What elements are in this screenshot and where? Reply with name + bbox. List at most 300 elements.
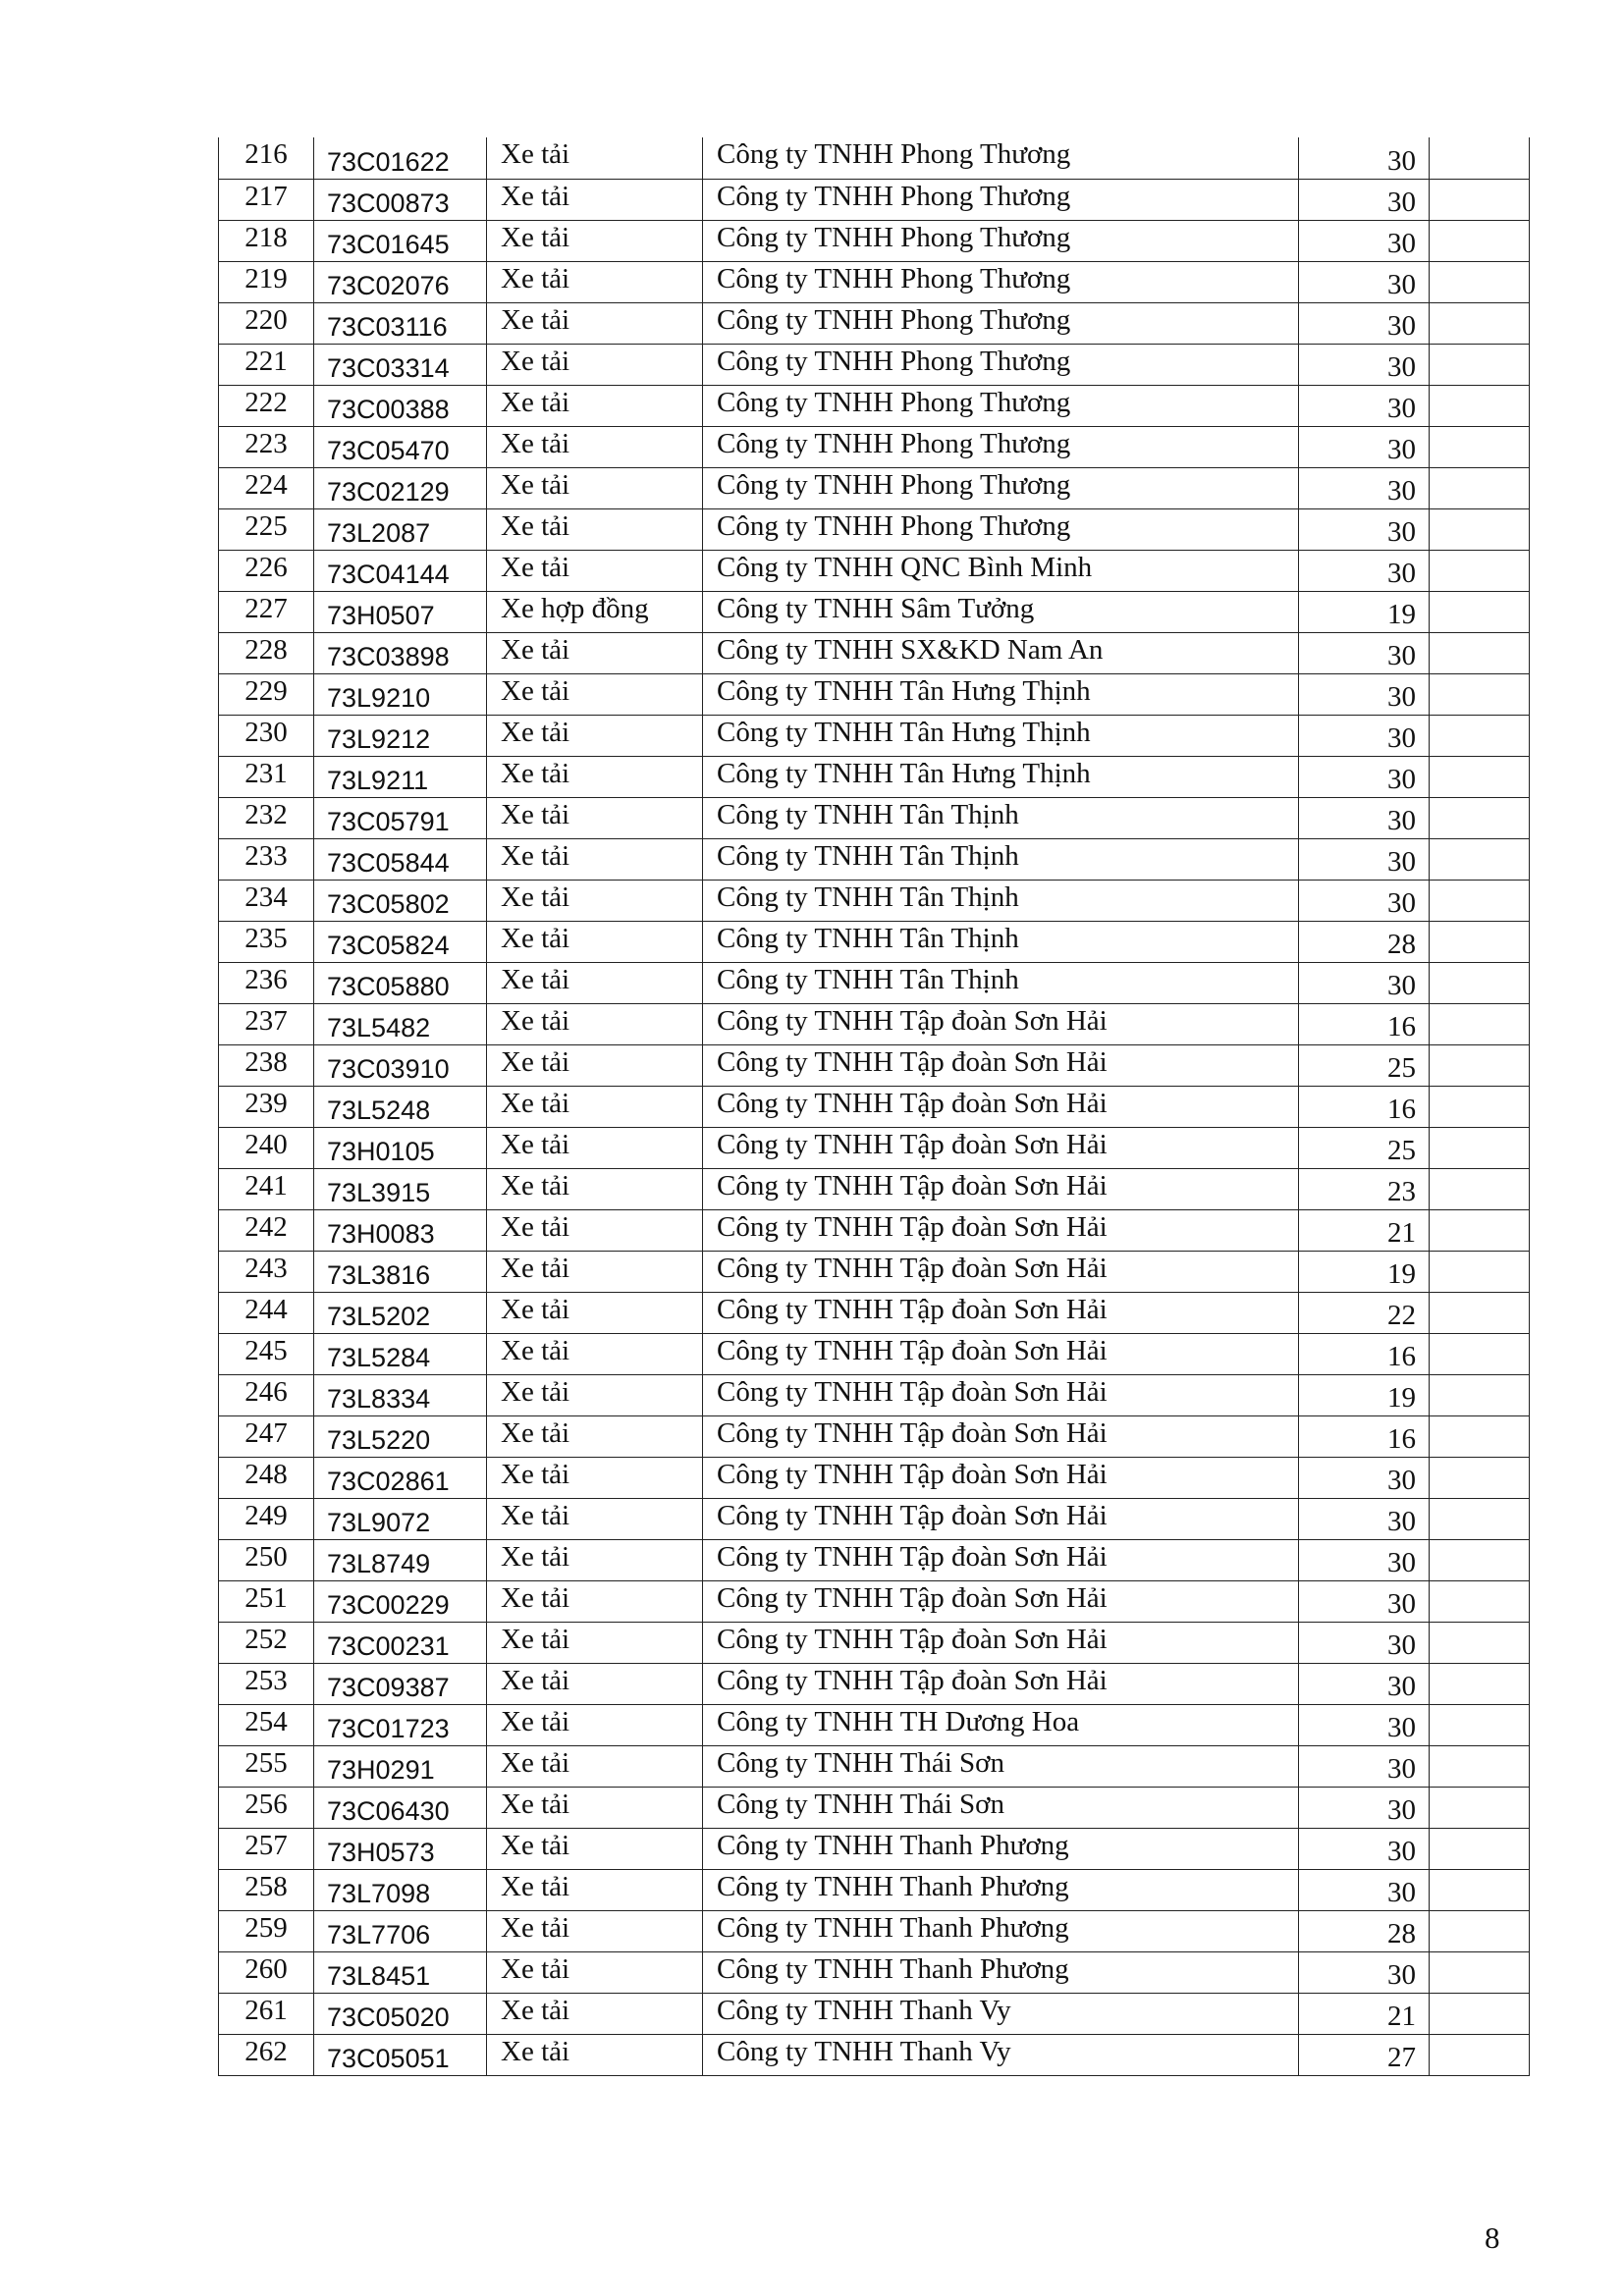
company-name-cell: Công ty TNHH Tân Thịnh	[703, 838, 1299, 880]
row-number-cell: 233	[219, 838, 314, 880]
license-plate-cell: 73C06430	[314, 1787, 487, 1828]
license-plate-cell: 73L3816	[314, 1251, 487, 1292]
license-plate-cell: 73L2087	[314, 508, 487, 550]
blank-cell	[1430, 1086, 1530, 1127]
company-name-cell: Công ty TNHH Tập đoàn Sơn Hải	[703, 1003, 1299, 1044]
row-number-cell: 231	[219, 756, 314, 797]
row-number-cell: 237	[219, 1003, 314, 1044]
vehicle-type-cell: Xe tải	[487, 756, 703, 797]
vehicle-type-cell: Xe tải	[487, 962, 703, 1003]
license-plate-cell: 73L8451	[314, 1951, 487, 1993]
row-number-cell: 222	[219, 385, 314, 426]
quantity-cell: 30	[1299, 344, 1430, 385]
company-name-cell: Công ty TNHH Phong Thương	[703, 220, 1299, 261]
quantity-cell: 30	[1299, 1828, 1430, 1869]
quantity-cell: 19	[1299, 1374, 1430, 1415]
vehicle-type-cell: Xe tải	[487, 632, 703, 673]
vehicle-type-cell: Xe tải	[487, 2034, 703, 2075]
company-name-cell: Công ty TNHH Phong Thương	[703, 344, 1299, 385]
row-number-cell: 234	[219, 880, 314, 921]
table-row	[219, 508, 1530, 550]
blank-cell	[1430, 1704, 1530, 1745]
quantity-cell: 30	[1299, 1539, 1430, 1580]
company-name-cell: Công ty TNHH SX&KD Nam An	[703, 632, 1299, 673]
row-number-cell: 246	[219, 1374, 314, 1415]
company-name-cell: Công ty TNHH Tân Hưng Thịnh	[703, 673, 1299, 715]
license-plate-cell: 73C03898	[314, 632, 487, 673]
vehicle-type-cell: Xe tải	[487, 550, 703, 591]
row-number-cell: 258	[219, 1869, 314, 1910]
quantity-cell: 30	[1299, 1580, 1430, 1622]
quantity-cell: 28	[1299, 1910, 1430, 1951]
company-name-cell: Công ty TNHH Sâm Tưởng	[703, 591, 1299, 632]
row-number-cell: 252	[219, 1622, 314, 1663]
quantity-cell: 30	[1299, 756, 1430, 797]
quantity-cell: 30	[1299, 632, 1430, 673]
license-plate-cell: 73L9210	[314, 673, 487, 715]
quantity-cell: 30	[1299, 261, 1430, 302]
company-name-cell: Công ty TNHH Tân Thịnh	[703, 880, 1299, 921]
license-plate-cell: 73H0105	[314, 1127, 487, 1168]
company-name-cell: Công ty TNHH Tân Hưng Thịnh	[703, 715, 1299, 756]
blank-cell	[1430, 756, 1530, 797]
table-row	[219, 1003, 1530, 1044]
row-number-cell: 251	[219, 1580, 314, 1622]
blank-cell	[1430, 1374, 1530, 1415]
table-row	[219, 220, 1530, 261]
company-name-cell: Công ty TNHH Tập đoàn Sơn Hải	[703, 1292, 1299, 1333]
company-name-cell: Công ty TNHH Thanh Phương	[703, 1828, 1299, 1869]
table-row	[219, 880, 1530, 921]
quantity-cell: 30	[1299, 1745, 1430, 1787]
license-plate-cell: 73L5248	[314, 1086, 487, 1127]
table-row	[219, 962, 1530, 1003]
table-row	[219, 1457, 1530, 1498]
license-plate-cell: 73H0291	[314, 1745, 487, 1787]
table-row	[219, 1869, 1530, 1910]
vehicle-type-cell: Xe tải	[487, 1580, 703, 1622]
blank-cell	[1430, 591, 1530, 632]
blank-cell	[1430, 1951, 1530, 1993]
vehicle-type-cell: Xe tải	[487, 1292, 703, 1333]
vehicle-type-cell: Xe tải	[487, 1622, 703, 1663]
company-name-cell: Công ty TNHH Phong Thương	[703, 137, 1299, 179]
row-number-cell: 249	[219, 1498, 314, 1539]
vehicle-type-cell: Xe tải	[487, 426, 703, 467]
blank-cell	[1430, 880, 1530, 921]
license-plate-cell: 73C02861	[314, 1457, 487, 1498]
row-number-cell: 217	[219, 179, 314, 220]
blank-cell	[1430, 1044, 1530, 1086]
blank-cell	[1430, 1251, 1530, 1292]
vehicle-type-cell: Xe tải	[487, 344, 703, 385]
row-number-cell: 220	[219, 302, 314, 344]
table-row	[219, 137, 1530, 179]
license-plate-cell: 73C05802	[314, 880, 487, 921]
company-name-cell: Công ty TNHH Tập đoàn Sơn Hải	[703, 1251, 1299, 1292]
license-plate-cell: 73C05470	[314, 426, 487, 467]
row-number-cell: 224	[219, 467, 314, 508]
table-row	[219, 426, 1530, 467]
company-name-cell: Công ty TNHH Tập đoàn Sơn Hải	[703, 1374, 1299, 1415]
quantity-cell: 30	[1299, 715, 1430, 756]
row-number-cell: 241	[219, 1168, 314, 1209]
license-plate-cell: 73H0573	[314, 1828, 487, 1869]
company-name-cell: Công ty TNHH Tập đoàn Sơn Hải	[703, 1622, 1299, 1663]
vehicle-type-cell: Xe tải	[487, 673, 703, 715]
quantity-cell: 30	[1299, 1787, 1430, 1828]
vehicle-type-cell: Xe tải	[487, 1044, 703, 1086]
blank-cell	[1430, 1457, 1530, 1498]
blank-cell	[1430, 344, 1530, 385]
quantity-cell: 30	[1299, 1663, 1430, 1704]
company-name-cell: Công ty TNHH Thanh Vy	[703, 1993, 1299, 2034]
blank-cell	[1430, 1003, 1530, 1044]
blank-cell	[1430, 1910, 1530, 1951]
company-name-cell: Công ty TNHH Tập đoàn Sơn Hải	[703, 1168, 1299, 1209]
row-number-cell: 253	[219, 1663, 314, 1704]
license-plate-cell: 73L7098	[314, 1869, 487, 1910]
vehicle-type-cell: Xe tải	[487, 880, 703, 921]
quantity-cell: 19	[1299, 1251, 1430, 1292]
table-row	[219, 1498, 1530, 1539]
table-row	[219, 1910, 1530, 1951]
table-row	[219, 715, 1530, 756]
quantity-cell: 16	[1299, 1003, 1430, 1044]
table-row	[219, 591, 1530, 632]
quantity-cell: 21	[1299, 1993, 1430, 2034]
license-plate-cell: 73L9072	[314, 1498, 487, 1539]
quantity-cell: 27	[1299, 2034, 1430, 2075]
vehicle-type-cell: Xe tải	[487, 1869, 703, 1910]
company-name-cell: Công ty TNHH Phong Thương	[703, 508, 1299, 550]
row-number-cell: 235	[219, 921, 314, 962]
license-plate-cell: 73C01645	[314, 220, 487, 261]
blank-cell	[1430, 1209, 1530, 1251]
blank-cell	[1430, 179, 1530, 220]
quantity-cell: 21	[1299, 1209, 1430, 1251]
quantity-cell: 30	[1299, 385, 1430, 426]
quantity-cell: 19	[1299, 591, 1430, 632]
row-number-cell: 260	[219, 1951, 314, 1993]
license-plate-cell: 73L9212	[314, 715, 487, 756]
license-plate-cell: 73C09387	[314, 1663, 487, 1704]
company-name-cell: Công ty TNHH Tập đoàn Sơn Hải	[703, 1457, 1299, 1498]
vehicle-type-cell: Xe tải	[487, 1663, 703, 1704]
quantity-cell: 30	[1299, 1622, 1430, 1663]
row-number-cell: 221	[219, 344, 314, 385]
blank-cell	[1430, 1333, 1530, 1374]
vehicle-type-cell: Xe tải	[487, 1333, 703, 1374]
table-row	[219, 1127, 1530, 1168]
row-number-cell: 230	[219, 715, 314, 756]
table-row	[219, 179, 1530, 220]
quantity-cell: 30	[1299, 550, 1430, 591]
blank-cell	[1430, 508, 1530, 550]
vehicle-type-cell: Xe tải	[487, 1168, 703, 1209]
company-name-cell: Công ty TNHH Tân Thịnh	[703, 962, 1299, 1003]
vehicle-type-cell: Xe tải	[487, 715, 703, 756]
license-plate-cell: 73C02129	[314, 467, 487, 508]
company-name-cell: Công ty TNHH Tập đoàn Sơn Hải	[703, 1415, 1299, 1457]
quantity-cell: 30	[1299, 797, 1430, 838]
table-row	[219, 1580, 1530, 1622]
vehicle-type-cell: Xe tải	[487, 1003, 703, 1044]
row-number-cell: 248	[219, 1457, 314, 1498]
row-number-cell: 243	[219, 1251, 314, 1292]
vehicle-table	[218, 137, 1530, 2076]
row-number-cell: 245	[219, 1333, 314, 1374]
blank-cell	[1430, 261, 1530, 302]
blank-cell	[1430, 1292, 1530, 1333]
table-row	[219, 1539, 1530, 1580]
blank-cell	[1430, 1787, 1530, 1828]
vehicle-type-cell: Xe tải	[487, 302, 703, 344]
blank-cell	[1430, 426, 1530, 467]
company-name-cell: Công ty TNHH Tập đoàn Sơn Hải	[703, 1539, 1299, 1580]
blank-cell	[1430, 1828, 1530, 1869]
blank-cell	[1430, 797, 1530, 838]
blank-cell	[1430, 715, 1530, 756]
vehicle-type-cell: Xe tải	[487, 467, 703, 508]
table-row	[219, 1663, 1530, 1704]
company-name-cell: Công ty TNHH Thanh Phương	[703, 1869, 1299, 1910]
row-number-cell: 216	[219, 137, 314, 179]
vehicle-type-cell: Xe tải	[487, 1951, 703, 1993]
company-name-cell: Công ty TNHH Phong Thương	[703, 302, 1299, 344]
blank-cell	[1430, 1580, 1530, 1622]
row-number-cell: 227	[219, 591, 314, 632]
blank-cell	[1430, 673, 1530, 715]
vehicle-type-cell: Xe tải	[487, 838, 703, 880]
table-row	[219, 1415, 1530, 1457]
company-name-cell: Công ty TNHH Tập đoàn Sơn Hải	[703, 1044, 1299, 1086]
quantity-cell: 30	[1299, 426, 1430, 467]
license-plate-cell: 73C05020	[314, 1993, 487, 2034]
row-number-cell: 259	[219, 1910, 314, 1951]
table-row	[219, 756, 1530, 797]
table-row	[219, 1993, 1530, 2034]
license-plate-cell: 73L5482	[314, 1003, 487, 1044]
company-name-cell: Công ty TNHH Tập đoàn Sơn Hải	[703, 1498, 1299, 1539]
license-plate-cell: 73L8749	[314, 1539, 487, 1580]
vehicle-type-cell: Xe tải	[487, 179, 703, 220]
page-number: 8	[1485, 2220, 1500, 2255]
table-row	[219, 838, 1530, 880]
table-row	[219, 1209, 1530, 1251]
vehicle-type-cell: Xe tải	[487, 1415, 703, 1457]
vehicle-type-cell: Xe tải	[487, 1374, 703, 1415]
company-name-cell: Công ty TNHH Tân Hưng Thịnh	[703, 756, 1299, 797]
company-name-cell: Công ty TNHH TH Dương Hoa	[703, 1704, 1299, 1745]
blank-cell	[1430, 1745, 1530, 1787]
company-name-cell: Công ty TNHH Tập đoàn Sơn Hải	[703, 1333, 1299, 1374]
license-plate-cell: 73H0507	[314, 591, 487, 632]
table-row	[219, 1704, 1530, 1745]
company-name-cell: Công ty TNHH Tân Thịnh	[703, 797, 1299, 838]
table-row	[219, 261, 1530, 302]
table-row	[219, 1044, 1530, 1086]
row-number-cell: 240	[219, 1127, 314, 1168]
vehicle-type-cell: Xe tải	[487, 921, 703, 962]
blank-cell	[1430, 1498, 1530, 1539]
company-name-cell: Công ty TNHH Thanh Phương	[703, 1951, 1299, 1993]
row-number-cell: 247	[219, 1415, 314, 1457]
license-plate-cell: 73C03116	[314, 302, 487, 344]
blank-cell	[1430, 1415, 1530, 1457]
blank-cell	[1430, 1663, 1530, 1704]
company-name-cell: Công ty TNHH Tập đoàn Sơn Hải	[703, 1663, 1299, 1704]
table-row	[219, 921, 1530, 962]
table-row	[219, 1292, 1530, 1333]
row-number-cell: 244	[219, 1292, 314, 1333]
license-plate-cell: 73L5220	[314, 1415, 487, 1457]
quantity-cell: 30	[1299, 838, 1430, 880]
blank-cell	[1430, 921, 1530, 962]
license-plate-cell: 73L5202	[314, 1292, 487, 1333]
license-plate-cell: 73C05051	[314, 2034, 487, 2075]
license-plate-cell: 73C04144	[314, 550, 487, 591]
license-plate-cell: 73C00231	[314, 1622, 487, 1663]
vehicle-type-cell: Xe tải	[487, 137, 703, 179]
blank-cell	[1430, 302, 1530, 344]
license-plate-cell: 73L9211	[314, 756, 487, 797]
row-number-cell: 225	[219, 508, 314, 550]
company-name-cell: Công ty TNHH Thanh Phương	[703, 1910, 1299, 1951]
vehicle-type-cell: Xe tải	[487, 261, 703, 302]
quantity-cell: 23	[1299, 1168, 1430, 1209]
blank-cell	[1430, 838, 1530, 880]
row-number-cell: 226	[219, 550, 314, 591]
company-name-cell: Công ty TNHH Tập đoàn Sơn Hải	[703, 1127, 1299, 1168]
license-plate-cell: 73L3915	[314, 1168, 487, 1209]
vehicle-type-cell: Xe tải	[487, 1704, 703, 1745]
blank-cell	[1430, 1993, 1530, 2034]
table-row	[219, 1787, 1530, 1828]
vehicle-table-container	[218, 137, 1530, 2076]
blank-cell	[1430, 1869, 1530, 1910]
license-plate-cell: 73H0083	[314, 1209, 487, 1251]
quantity-cell: 30	[1299, 1951, 1430, 1993]
license-plate-cell: 73C05880	[314, 962, 487, 1003]
quantity-cell: 30	[1299, 962, 1430, 1003]
blank-cell	[1430, 962, 1530, 1003]
blank-cell	[1430, 467, 1530, 508]
license-plate-cell: 73C00873	[314, 179, 487, 220]
row-number-cell: 219	[219, 261, 314, 302]
company-name-cell: Công ty TNHH Tập đoàn Sơn Hải	[703, 1086, 1299, 1127]
table-row	[219, 1374, 1530, 1415]
license-plate-cell: 73L8334	[314, 1374, 487, 1415]
vehicle-type-cell: Xe tải	[487, 1539, 703, 1580]
license-plate-cell: 73C03910	[314, 1044, 487, 1086]
vehicle-type-cell: Xe tải	[487, 1787, 703, 1828]
row-number-cell: 238	[219, 1044, 314, 1086]
company-name-cell: Công ty TNHH Thái Sơn	[703, 1745, 1299, 1787]
table-row	[219, 1086, 1530, 1127]
vehicle-type-cell: Xe tải	[487, 1086, 703, 1127]
blank-cell	[1430, 1127, 1530, 1168]
vehicle-type-cell: Xe tải	[487, 1457, 703, 1498]
row-number-cell: 256	[219, 1787, 314, 1828]
table-row	[219, 1828, 1530, 1869]
row-number-cell: 223	[219, 426, 314, 467]
table-row	[219, 1333, 1530, 1374]
company-name-cell: Công ty TNHH QNC Bình Minh	[703, 550, 1299, 591]
quantity-cell: 30	[1299, 137, 1430, 179]
quantity-cell: 22	[1299, 1292, 1430, 1333]
vehicle-type-cell: Xe tải	[487, 385, 703, 426]
blank-cell	[1430, 632, 1530, 673]
vehicle-type-cell: Xe hợp đồng	[487, 591, 703, 632]
blank-cell	[1430, 220, 1530, 261]
blank-cell	[1430, 1622, 1530, 1663]
row-number-cell: 254	[219, 1704, 314, 1745]
company-name-cell: Công ty TNHH Phong Thương	[703, 467, 1299, 508]
company-name-cell: Công ty TNHH Tập đoàn Sơn Hải	[703, 1209, 1299, 1251]
row-number-cell: 239	[219, 1086, 314, 1127]
vehicle-type-cell: Xe tải	[487, 1910, 703, 1951]
license-plate-cell: 73C01723	[314, 1704, 487, 1745]
quantity-cell: 30	[1299, 1704, 1430, 1745]
quantity-cell: 30	[1299, 1869, 1430, 1910]
company-name-cell: Công ty TNHH Thái Sơn	[703, 1787, 1299, 1828]
quantity-cell: 30	[1299, 673, 1430, 715]
blank-cell	[1430, 2034, 1530, 2075]
license-plate-cell: 73L5284	[314, 1333, 487, 1374]
row-number-cell: 257	[219, 1828, 314, 1869]
license-plate-cell: 73C05844	[314, 838, 487, 880]
table-row	[219, 302, 1530, 344]
blank-cell	[1430, 137, 1530, 179]
table-row	[219, 797, 1530, 838]
quantity-cell: 30	[1299, 302, 1430, 344]
row-number-cell: 232	[219, 797, 314, 838]
vehicle-type-cell: Xe tải	[487, 1251, 703, 1292]
vehicle-type-cell: Xe tải	[487, 1209, 703, 1251]
table-row	[219, 632, 1530, 673]
table-row	[219, 1251, 1530, 1292]
table-row	[219, 344, 1530, 385]
quantity-cell: 30	[1299, 1498, 1430, 1539]
vehicle-type-cell: Xe tải	[487, 1498, 703, 1539]
table-row	[219, 467, 1530, 508]
company-name-cell: Công ty TNHH Phong Thương	[703, 385, 1299, 426]
company-name-cell: Công ty TNHH Tập đoàn Sơn Hải	[703, 1580, 1299, 1622]
license-plate-cell: 73C03314	[314, 344, 487, 385]
company-name-cell: Công ty TNHH Phong Thương	[703, 179, 1299, 220]
table-row	[219, 385, 1530, 426]
vehicle-type-cell: Xe tải	[487, 1993, 703, 2034]
table-row	[219, 2034, 1530, 2075]
quantity-cell: 16	[1299, 1333, 1430, 1374]
blank-cell	[1430, 385, 1530, 426]
blank-cell	[1430, 1539, 1530, 1580]
vehicle-type-cell: Xe tải	[487, 797, 703, 838]
row-number-cell: 255	[219, 1745, 314, 1787]
license-plate-cell: 73C01622	[314, 137, 487, 179]
table-row	[219, 1622, 1530, 1663]
vehicle-type-cell: Xe tải	[487, 508, 703, 550]
vehicle-type-cell: Xe tải	[487, 220, 703, 261]
quantity-cell: 30	[1299, 179, 1430, 220]
row-number-cell: 261	[219, 1993, 314, 2034]
quantity-cell: 30	[1299, 508, 1430, 550]
row-number-cell: 262	[219, 2034, 314, 2075]
vehicle-type-cell: Xe tải	[487, 1127, 703, 1168]
vehicle-type-cell: Xe tải	[487, 1745, 703, 1787]
quantity-cell: 25	[1299, 1127, 1430, 1168]
